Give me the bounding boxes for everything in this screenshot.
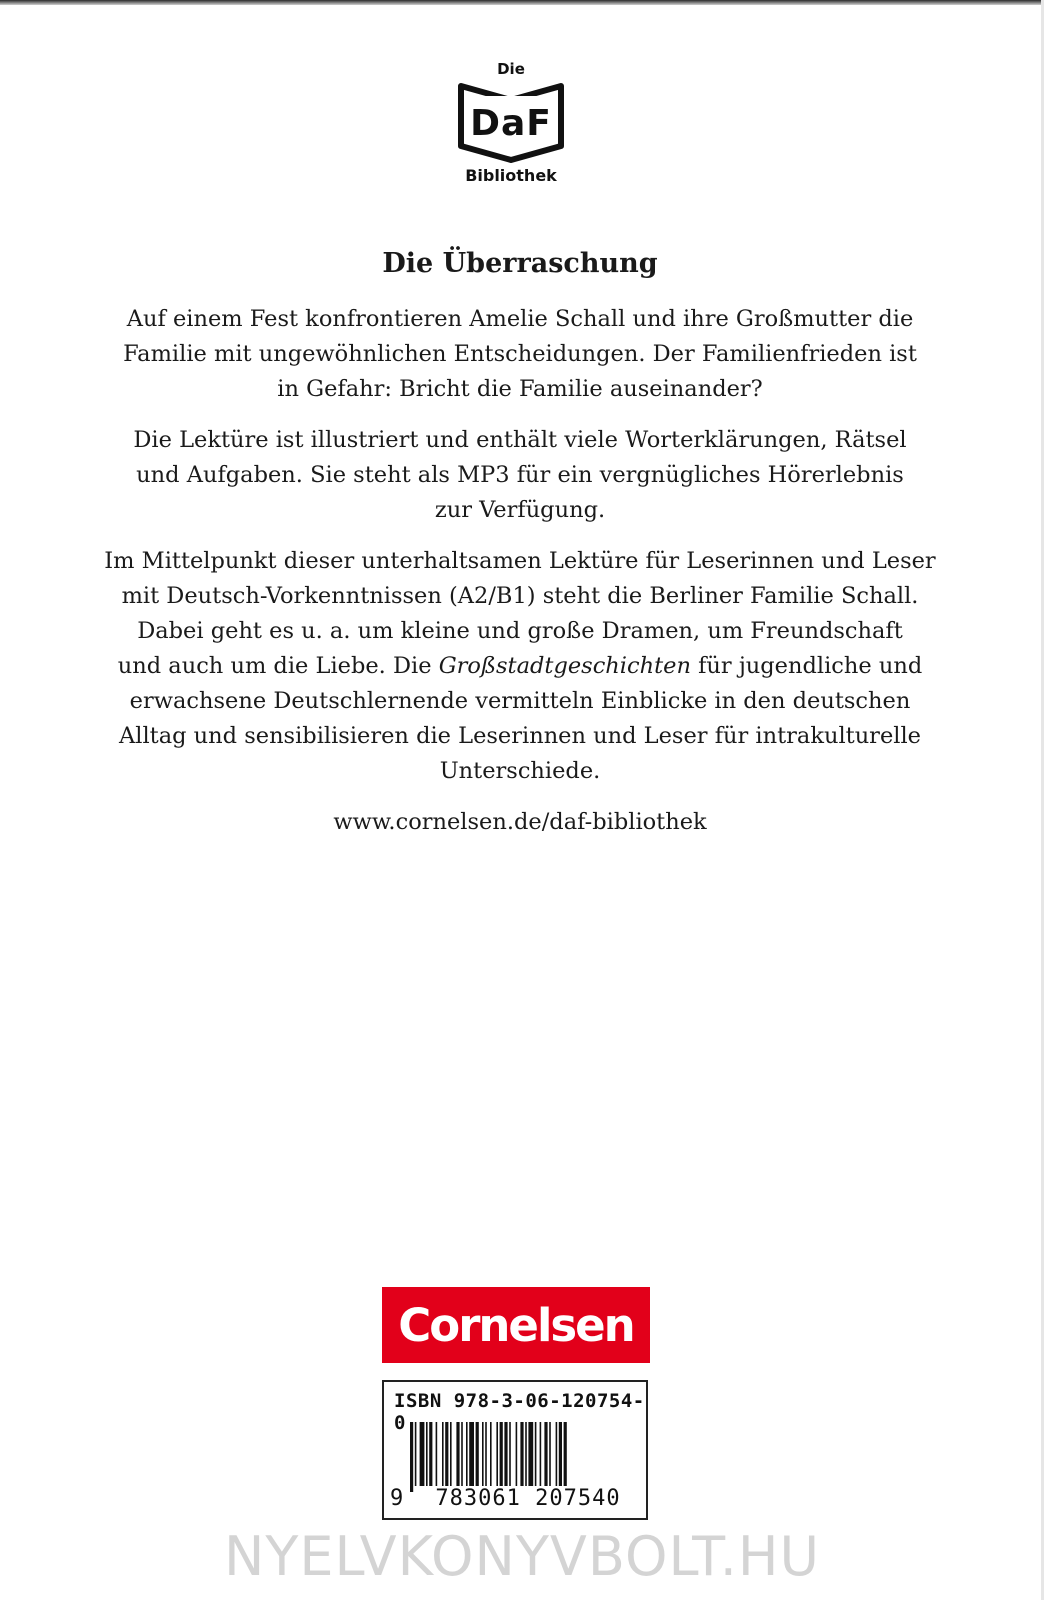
paragraph-3-text-start: Im Mittelpunkt dieser unterhaltsamen Lektüre für Leserinnen und Leser mit Deutsch-Vorkenntnissen (A2/B1) steht die Berliner Familie Schall. Dabei geht es u. a. um kleine und große Dramen, um Freundschaft und auch um die Liebe. Die [104, 548, 936, 680]
logo-bottom-text: Bibliothek [465, 166, 557, 185]
publisher-logo [382, 1287, 650, 1363]
isbn-label: ISBN 978-3-06-120754-0 [394, 1390, 645, 1434]
blurb-paragraph-3 [90, 544, 950, 789]
barcode-lead-digit: 9 [390, 1486, 404, 1511]
paragraph-3-text-end: für jugendliche und erwachsene Deutschlernende vermitteln Einblicke in den deutschen Alltag und sensibilisieren die Leserinnen und Leser für intrakulturelle Unterschiede. [119, 653, 923, 785]
watermark: NYELVKONYVBOLT.HU [224, 1525, 820, 1588]
barcode-digits: 783061 207540 [414, 1486, 642, 1511]
blurb [90, 248, 950, 840]
website-url: www.cornelsen.de/daf-bibliothek [333, 809, 707, 836]
logo-top-text: Die [497, 60, 525, 78]
logo-main-text: DaF [470, 103, 552, 144]
blurb-paragraph-2: Die Lektüre ist illustriert und enthält viele Worterklärungen, Rätsel und Aufgaben. Sie steht als MP3 für ein vergnügliches Hörerlebnis zur Verfügung. [133, 427, 907, 524]
isbn-barcode-box [382, 1380, 648, 1520]
blurb-paragraph-1: Auf einem Fest konfrontieren Amelie Schall und ihre Großmutter die Familie mit ungewöhnlichen Entscheidungen. Der Familienfrieden ist in Gefahr: Bricht die Familie auseinander? [123, 306, 917, 403]
barcode-icon [410, 1422, 638, 1492]
book-title: Die Überraschung [382, 248, 658, 279]
page-top-edge [0, 0, 1044, 5]
daf-bibliothek-logo [446, 58, 576, 190]
publisher-name: Cornelsen [398, 1298, 634, 1352]
series-name: Großstadtgeschichten [438, 653, 691, 680]
